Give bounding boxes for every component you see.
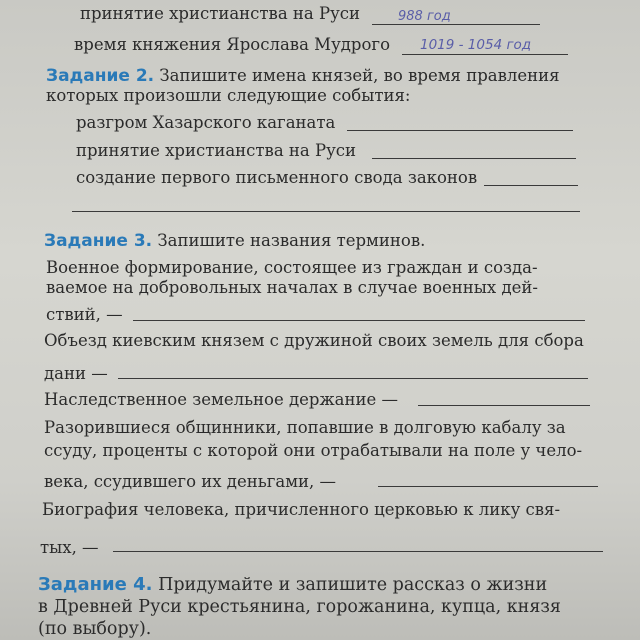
task2-item-2-rule xyxy=(372,158,576,159)
task3-term4-line1: Разорившиеся общинники, попавшие в долговую кабалу за xyxy=(44,418,566,437)
task2-extra-rule xyxy=(72,211,580,212)
top-line-1-answer: 988 год xyxy=(398,9,451,24)
task3-term4-line2: ссуду, проценты с которой они отрабатывали на поле у чело- xyxy=(44,441,583,460)
top-line-2-rule xyxy=(402,54,568,55)
task4-heading xyxy=(38,575,547,595)
task2-item-3-rule xyxy=(484,185,578,186)
task3-term4-line3: века, ссудившего их деньгами, — xyxy=(44,472,337,491)
task3-term1-line3: ствий, — xyxy=(46,305,123,324)
task3-term5-line1: Биография человека, причисленного церковью к лику свя- xyxy=(42,500,561,519)
task3-term5-rule xyxy=(113,551,603,552)
task2-item-2: принятие христианства на Руси xyxy=(76,141,357,160)
task3-text: Запишите названия терминов. xyxy=(157,231,426,250)
task2-label: Задание 2. xyxy=(46,66,155,86)
top-line-2-text: время княжения Ярослава Мудрого xyxy=(74,35,391,54)
task2-text-line1: Запишите имена князей, во время правления xyxy=(159,66,560,85)
task3-term2-line1: Объезд киевским князем с дружиной своих земель для сбора xyxy=(44,331,584,350)
task3-term1-rule xyxy=(133,320,585,321)
task2-item-1-rule xyxy=(347,130,573,131)
task4-label: Задание 4. xyxy=(38,574,153,595)
task2-item-3: создание первого письменного свода законов xyxy=(76,168,478,187)
task3-heading xyxy=(44,231,425,251)
task2-item-1: разгром Хазарского каганата xyxy=(76,113,336,132)
top-line-1-rule xyxy=(372,24,540,25)
task3-term3-rule xyxy=(418,405,590,406)
task3-label: Задание 3. xyxy=(44,231,153,251)
task4-text-line1: Придумайте и запишите рассказ о жизни xyxy=(158,575,548,595)
task3-term3-line1: Наследственное земельное держание — xyxy=(44,390,399,409)
task4-text-line2: в Древней Руси крестьянина, горожанина, купца, князя xyxy=(38,597,561,617)
task2-text-line2: которых произошли следующие события: xyxy=(46,86,411,105)
top-line-2 xyxy=(74,35,390,55)
task3-term1-line2: ваемое на добровольных началах в случае военных дей- xyxy=(46,278,538,297)
task4-text-line3: (по выбору). xyxy=(38,619,152,639)
top-line-1 xyxy=(80,4,360,24)
task3-term4-rule xyxy=(378,486,598,487)
task3-term2-line2: дани — xyxy=(44,364,108,383)
task3-term1-line1: Военное формирование, состоящее из граждан и созда- xyxy=(46,258,538,277)
task2-heading xyxy=(46,66,560,86)
task3-term5-line2: тых, — xyxy=(40,538,99,557)
top-line-1-text: принятие христианства на Руси xyxy=(80,4,361,23)
task3-term2-rule xyxy=(118,378,588,379)
top-line-2-answer: 1019 - 1054 год xyxy=(420,37,532,53)
